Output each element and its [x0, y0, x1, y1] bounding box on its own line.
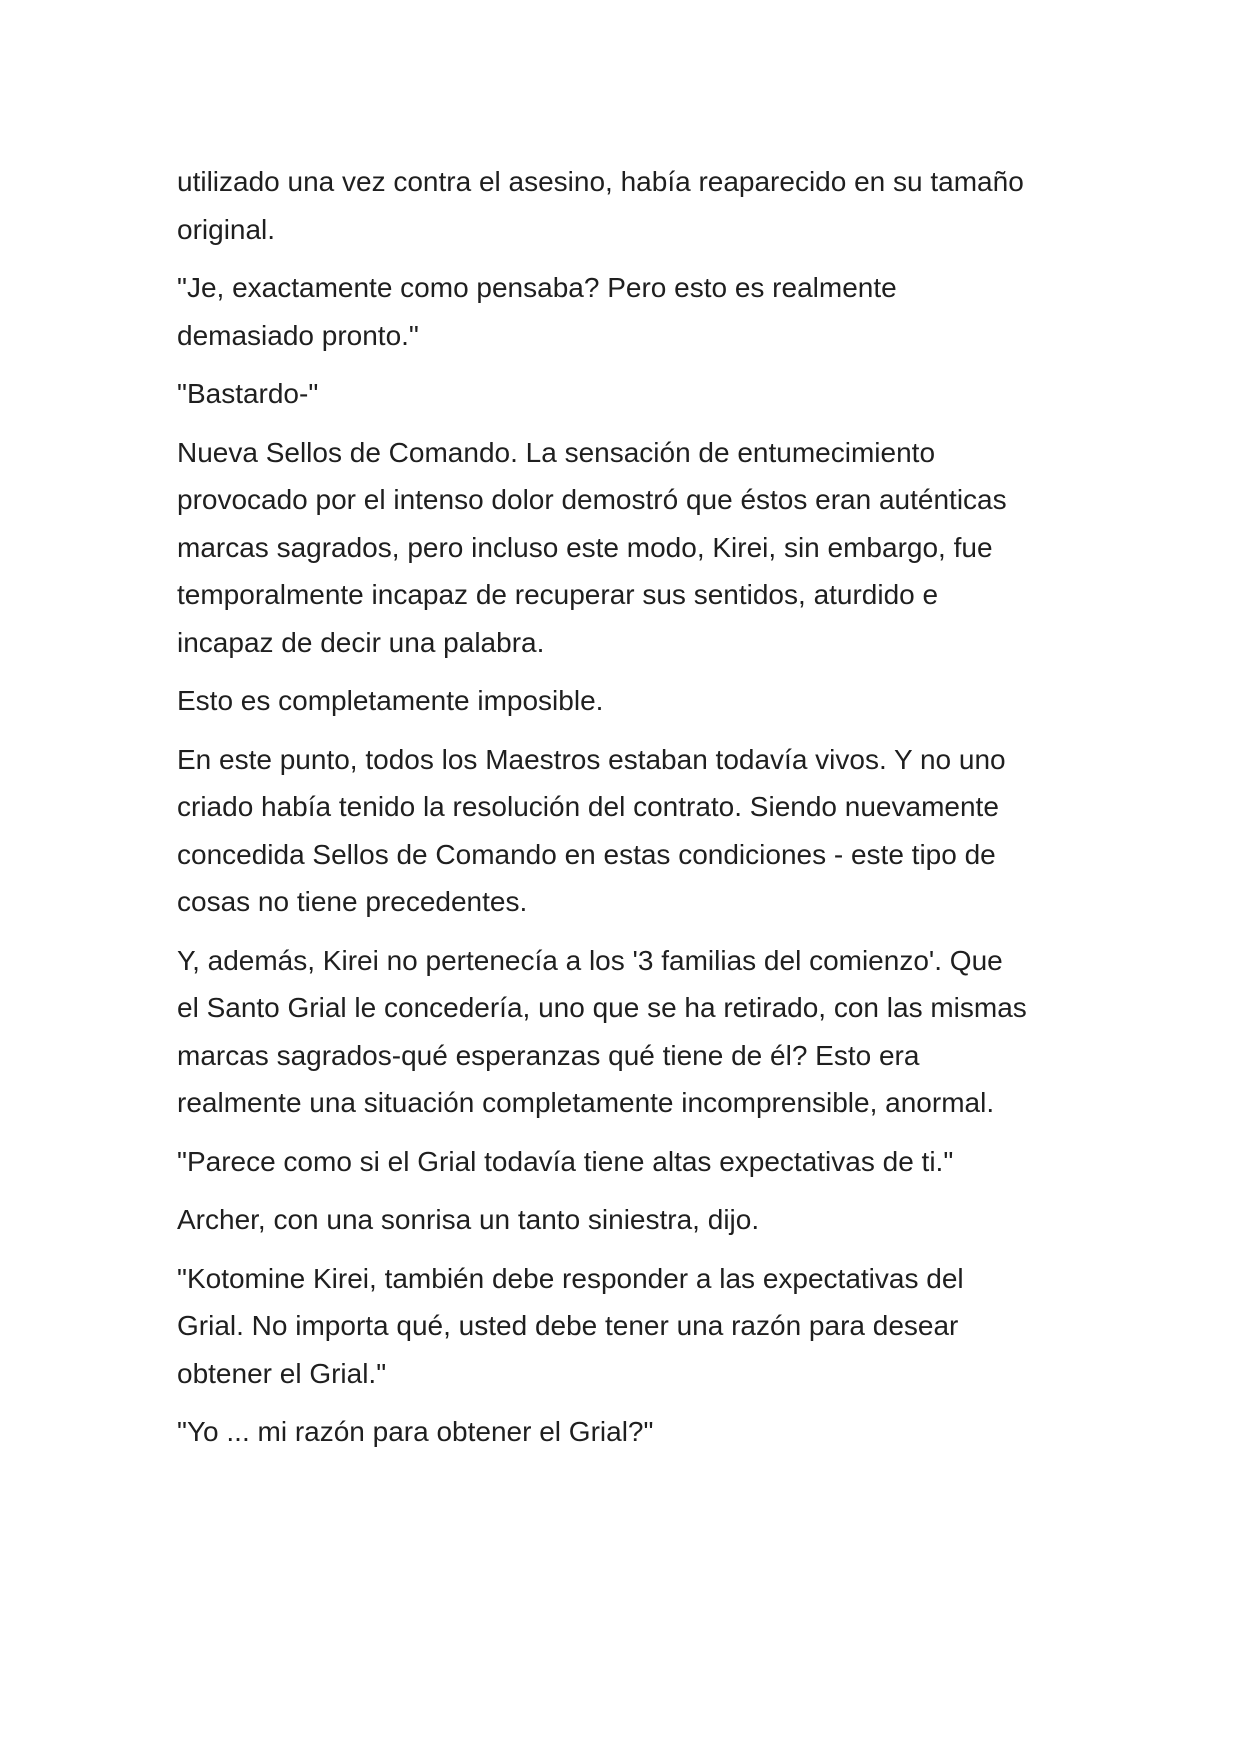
- paragraph-11: [177, 1408, 1077, 1456]
- paragraph-7: [177, 937, 1077, 1127]
- text-line: Archer, con una sonrisa un tanto siniestra, dijo.: [177, 1204, 760, 1235]
- text-line: "Yo ... mi razón para obtener el Grial?": [177, 1416, 654, 1447]
- paragraph-3: [177, 370, 1077, 418]
- text-line: incapaz de decir una palabra.: [177, 626, 545, 658]
- text-line: concedida Sellos de Comando en estas condiciones - este tipo de: [177, 838, 996, 870]
- text-line: "Je, exactamente como pensaba? Pero esto es realmente: [177, 272, 897, 303]
- text-line: demasiado pronto.": [177, 319, 419, 351]
- text-line: original.: [177, 213, 276, 245]
- text-line: Grial. No importa qué, usted debe tener una razón para desear: [177, 1310, 959, 1341]
- text-line: cosas no tiene precedentes.: [177, 886, 528, 917]
- text-line: marcas sagrados-qué esperanzas qué tiene de él? Esto era: [177, 1039, 920, 1071]
- text-line: marcas sagrados, pero incluso este modo, Kirei, sin embargo, fue: [177, 531, 993, 563]
- paragraph-8: [177, 1138, 1077, 1186]
- text-line: "Parece como si el Grial todavía tiene altas expectativas de ti.": [177, 1145, 954, 1177]
- text-line: Esto es completamente imposible.: [177, 685, 604, 716]
- paragraph-9: [177, 1196, 1077, 1244]
- paragraph-2: [177, 264, 1077, 359]
- text-line: realmente una situación completamente incomprensible, anormal.: [177, 1087, 995, 1118]
- text-column: [177, 158, 1077, 1467]
- text-line: criado había tenido la resolución del contrato. Siendo nuevamente: [177, 791, 999, 822]
- text-line: En este punto, todos los Maestros estaban todavía vivos. Y no uno: [177, 743, 1006, 775]
- text-line: Nueva Sellos de Comando. La sensación de entumecimiento: [177, 436, 936, 468]
- text-line: provocado por el intenso dolor demostró que éstos eran auténticas: [177, 484, 1007, 515]
- text-line: el Santo Grial le concedería, uno que se ha retirado, con las mismas: [177, 992, 1027, 1023]
- text-line: utilizado una vez contra el asesino, había reaparecido en su tamaño: [177, 166, 1024, 197]
- paragraph-4: [177, 429, 1077, 667]
- text-line: temporalmente incapaz de recuperar sus sentidos, aturdido e: [177, 579, 939, 610]
- text-line: Y, además, Kirei no pertenecía a los '3 familias del comienzo'. Que: [177, 944, 1003, 976]
- paragraph-1: [177, 158, 1077, 253]
- text-line: "Kotomine Kirei, también debe responder a las expectativas del: [177, 1262, 964, 1294]
- paragraph-6: [177, 736, 1077, 926]
- paragraph-5: [177, 677, 1077, 725]
- paragraph-10: [177, 1255, 1077, 1398]
- text-line: "Bastardo-": [177, 378, 319, 409]
- text-line: obtener el Grial.": [177, 1357, 387, 1389]
